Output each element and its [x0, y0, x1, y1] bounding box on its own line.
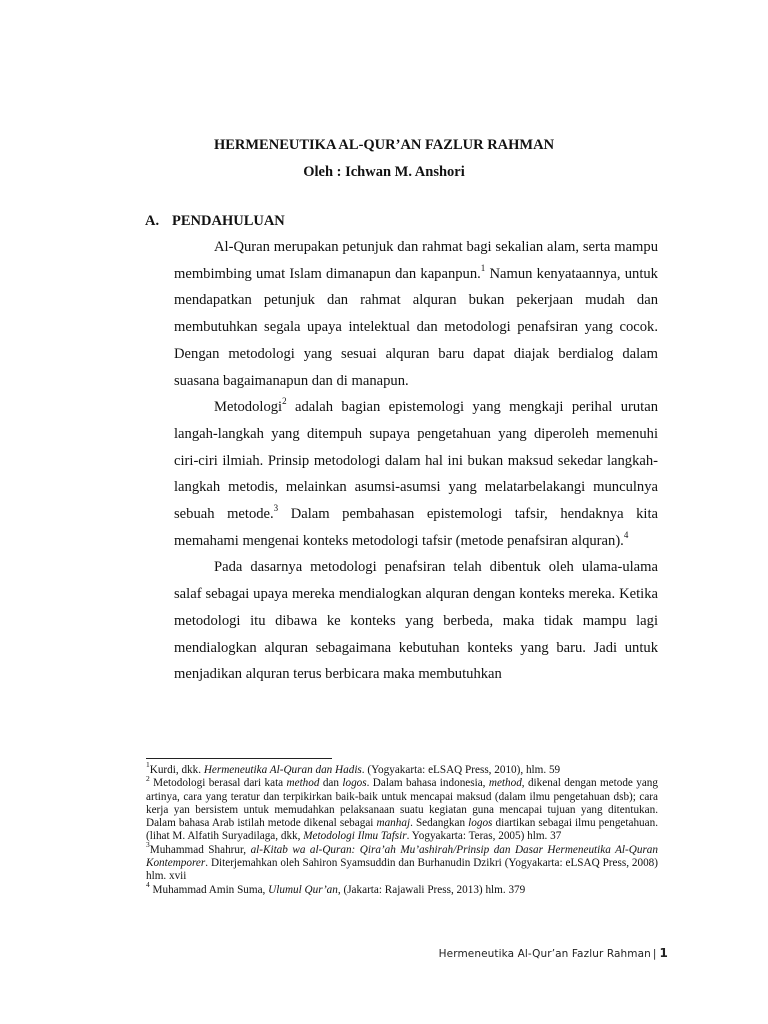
- document-author: Oleh : Ichwan M. Anshori: [303, 164, 465, 180]
- footnote-text: method: [286, 777, 320, 790]
- footer-separator: |: [652, 948, 657, 960]
- running-title: Hermeneutika Al-Qur’an Fazlur Rahman: [438, 948, 651, 960]
- footnote-number: 1: [146, 760, 150, 770]
- footnote-text: Metodologi Ilmu Tafsir: [303, 830, 407, 843]
- paragraph-text: Metodologi: [214, 399, 283, 416]
- footnote-text: dan: [319, 777, 343, 790]
- footnote-ref-1[interactable]: 1: [480, 262, 486, 273]
- footnote-text: . Dalam bahasa indonesia,: [366, 777, 489, 790]
- paragraph-3: [174, 554, 658, 688]
- section-heading: [145, 213, 285, 230]
- section-number: A.: [145, 213, 160, 229]
- footnote-text: Ulumul Qur’an: [268, 883, 338, 896]
- footnote-text: Metodologi berasal dari kata: [149, 777, 287, 790]
- footnote-text: method: [488, 777, 522, 790]
- footnote-2: [146, 773, 658, 843]
- footnote-4: [146, 879, 658, 897]
- paragraph-text: Namun kenyataannya, untuk mendapatkan petunjuk dan rahmat alquran bukan pekerjaan mudah dan membutuhkan segala upaya intelektual dan metodologi penafsiran yang cocok. Dengan metodologi yang sesuai alquran baru dapat diajak berdialog dalam suasana bagaimanapun dan di manapun.: [174, 265, 658, 389]
- footnote-text: . Sedangkan: [410, 817, 469, 830]
- paragraph-text: Pada dasarnya metodologi penafsiran telah dibentuk oleh ulama-ulama salaf sebagai upaya mereka mendialogkan alquran dengan konteks mereka. Ketika metodologi itu dibawa ke konteks yang berbeda, maka tidak mampu lagi mendialogkan alquran sebagaimana kebutuhan konteks yang baru. Jadi untuk menjadikan alquran terus berbicara maka membutuhkan: [174, 559, 658, 683]
- document-title: HERMENEUTIKA AL-QUR’AN FAZLUR RAHMAN: [213, 137, 555, 153]
- footnote-1: [146, 760, 658, 777]
- footnote-number: 4: [146, 879, 150, 889]
- footnote-text: al-Kitab wa al-Quran: Qira’ah Mu’ashirah/Prinsip dan Dasar Hermeneutika Al-Quran Kontemporer: [146, 843, 658, 870]
- footnote-text: logos: [468, 817, 493, 830]
- paragraph-1: [174, 234, 658, 394]
- footnote-text: Kurdi, dkk.: [149, 764, 204, 776]
- footnote-ref-3[interactable]: 3: [273, 503, 279, 514]
- footnote-text: Muhammad Shahrur,: [149, 843, 251, 856]
- footnote-text: Muhammad Amin Suma,: [149, 883, 269, 896]
- footnote-number: 2: [146, 773, 150, 783]
- footnote-text: manhaj: [376, 817, 411, 830]
- paragraph-2: [174, 394, 658, 554]
- paragraph-text: adalah bagian epistemologi yang mengkaji perihal urutan langah-langkah yang ditempuh supaya pengetahuan yang diperoleh memenuhi ciri-ciri ilmiah. Prinsip metodologi dalam hal ini bukan maksud sekedar langkah-langkah metodis, melainkan asumsi-asumsi yang melatarbelakangi munculnya sebuah metode.: [174, 399, 658, 523]
- footnote-text: . Yogyakarta: Teras, 2005) hlm. 37: [406, 830, 562, 843]
- page-number: 1: [659, 946, 668, 960]
- footnote-text: Hermeneutika Al-Quran dan Hadis: [203, 764, 362, 776]
- footnote-text: . (Yogyakarta: eLSAQ Press, 2010), hlm. 59: [361, 764, 561, 776]
- footnote-text: logos: [342, 777, 367, 790]
- footnote-divider: [146, 758, 332, 759]
- footnote-text: , dikenal dengan metode yang artinya, cara yang teratur dan terpikirkan baik-baik untuk mencapai maksud (dalam ilmu pengetahuan dsb); cara kerja yan bersistem untuk memudahkan pelaksanaan suatu kegiatan guna mencapai tujuan yang ditentukan. Dalam bahasa Arab istilah metode dikenal sebagai: [146, 777, 658, 830]
- section-title: PENDAHULUAN: [172, 213, 285, 229]
- footnote-ref-2[interactable]: 2: [282, 396, 287, 407]
- footnote-number: 3: [146, 840, 150, 850]
- page-footer: [439, 946, 668, 960]
- body-text: [174, 234, 658, 688]
- footnotes: [146, 760, 658, 897]
- footnote-3: [146, 840, 658, 884]
- footnote-ref-4[interactable]: 4: [623, 529, 629, 540]
- paragraph-text: Dalam pembahasan epistemologi tafsir, hendaknya kita memahami mengenai konteks metodologi tafsir (metode penafsiran alquran).: [174, 506, 658, 549]
- footnote-text: diartikan sebagai ilmu pengetahuan. (lihat M. Alfatih Suryadilaga, dkk,: [146, 817, 658, 843]
- paragraph-text: Al-Quran merupakan petunjuk dan rahmat bagi sekalian alam, serta mampu membimbing umat Islam dimanapun dan kapanpun.: [174, 239, 658, 282]
- footnote-text: , (Jakarta: Rajawali Press, 2013) hlm. 379: [337, 883, 526, 896]
- footnote-text: . Diterjemahkan oleh Sahiron Syamsuddin dan Burhanudin Dzikri (Yogyakarta: eLSAQ Press, 2008) hlm. xvii: [146, 857, 658, 883]
